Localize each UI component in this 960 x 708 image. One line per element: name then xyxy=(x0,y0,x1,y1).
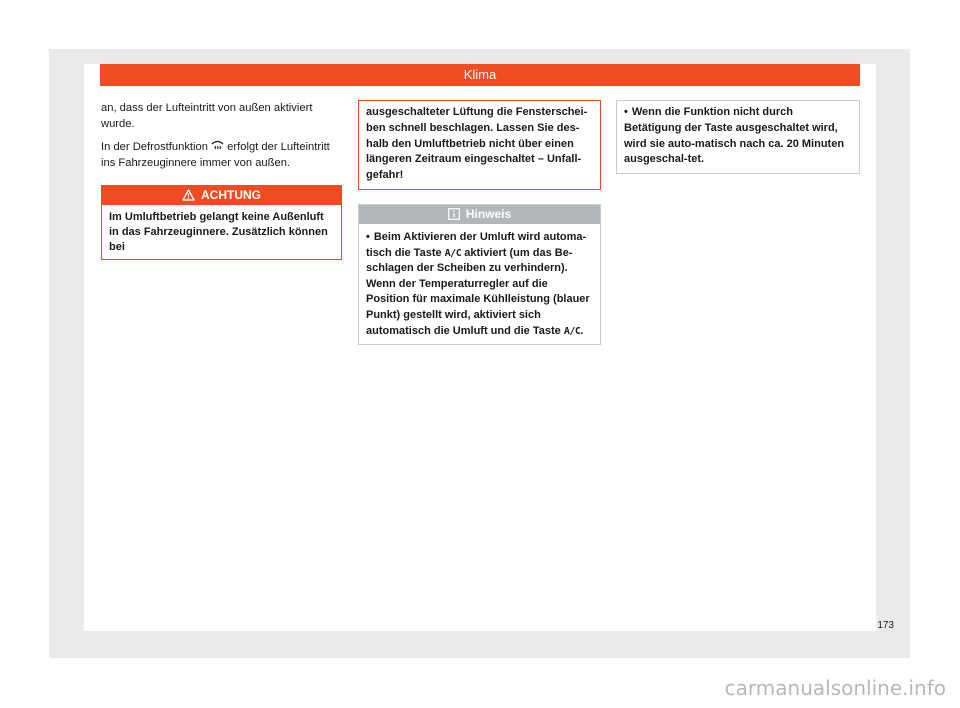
note-box xyxy=(358,204,601,345)
paragraph-2 xyxy=(101,139,342,171)
note-continuation-bullet: • xyxy=(624,106,628,118)
paragraph-2-end: erfolgt der Lufteintritt ins Fahrzeuginnere immer von außen. xyxy=(101,141,330,169)
paragraph-1: an, dass der Lufteintritt von außen aktiviert wurde. xyxy=(101,102,313,130)
column-middle xyxy=(358,100,601,345)
column-right xyxy=(616,100,860,174)
note-continuation-text: Wenn die Funktion nicht durch Betätigung der Taste ausgeschaltet wird, wird sie auto-matisch nach ca. 20 Minuten ausgeschal-tet. xyxy=(624,106,845,166)
note-text-b: aktiviert (um das Be-schlagen der Scheiben zu verhindern). Wenn der Temperaturregler auf die Position für maximale Kühlleistung (blauer Punkt) gestellt wird, aktiviert sich automatisch die Umluft und die Taste xyxy=(366,246,590,337)
warning-triangle-icon xyxy=(182,189,195,201)
warning-box xyxy=(101,185,342,260)
note-title: Hinweis xyxy=(465,206,512,221)
note-body xyxy=(359,224,600,344)
warning-title: ACHTUNG xyxy=(201,188,261,202)
paragraph-2-start: In der Defrostfunktion xyxy=(101,141,212,153)
section-header: Klima xyxy=(100,64,860,86)
warning-header xyxy=(102,186,341,205)
warning-body: Im Umluftbetrieb gelangt keine Außenluft in das Fahrzeuginnere. Zusätzlich können bei xyxy=(109,211,328,253)
warning-continuation-box: ausgeschalteter Lüftung die Fensterschei-ben schnell beschlagen. Lassen Sie des-halb den Umluftbetrieb nicht über einen längeren Zeitraum eingeschaltet – Unfall-gefahr! xyxy=(358,100,601,190)
ac-key-label: A/C xyxy=(444,247,462,259)
note-text-c: . xyxy=(580,324,584,337)
column-left xyxy=(101,100,342,260)
note-text-a: Beim Aktivieren der Umluft wird automa-tisch die Taste xyxy=(366,230,587,259)
note-continuation-box xyxy=(616,100,860,174)
info-icon xyxy=(448,208,460,220)
ac-key-label-2: A/C xyxy=(563,325,581,337)
defrost-icon xyxy=(211,140,224,151)
page-number: 173 xyxy=(877,620,894,631)
note-header xyxy=(359,205,600,224)
watermark: carmanualsonline.info xyxy=(724,676,946,700)
note-bullet: • xyxy=(366,230,370,243)
